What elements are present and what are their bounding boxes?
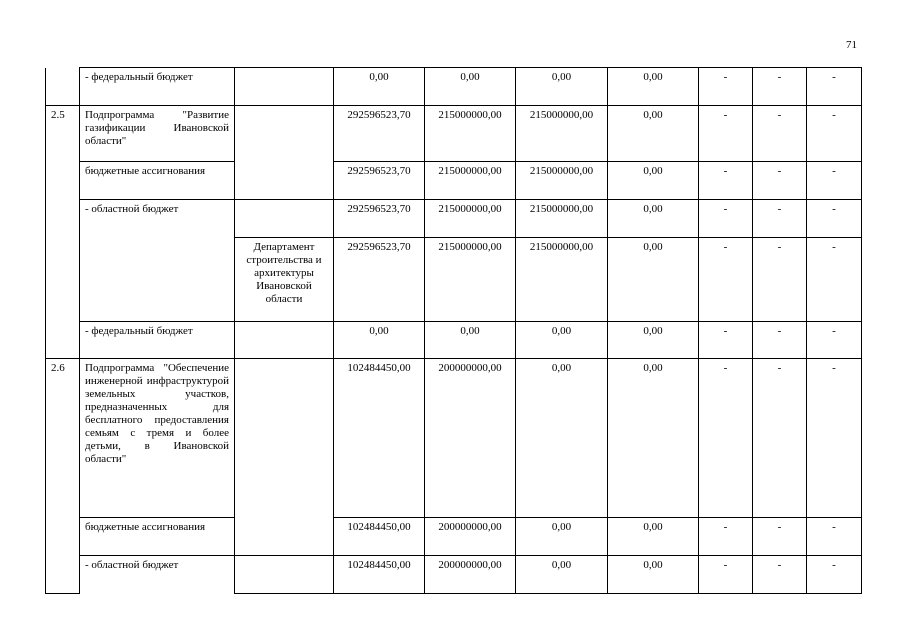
row-dash-cell: - bbox=[753, 359, 807, 518]
row-value-cell: 0,00 bbox=[425, 322, 516, 359]
row-executor-cell bbox=[235, 200, 334, 238]
row-name-cell: - областной бюджет bbox=[80, 556, 235, 594]
row-value-cell: 200000000,00 bbox=[425, 556, 516, 594]
row-dash-cell: - bbox=[699, 106, 753, 162]
row-executor-cell bbox=[235, 106, 334, 162]
row-value-cell: 0,00 bbox=[516, 68, 608, 106]
row-value-cell: 292596523,70 bbox=[334, 200, 425, 238]
row-executor-cell bbox=[235, 556, 334, 594]
row-value-cell: 102484450,00 bbox=[334, 556, 425, 594]
row-dash-cell: - bbox=[699, 322, 753, 359]
row-value-cell: 0,00 bbox=[608, 162, 699, 200]
row-value-cell: 215000000,00 bbox=[425, 162, 516, 200]
table-row bbox=[46, 162, 862, 200]
row-dash-cell: - bbox=[807, 556, 862, 594]
row-index-cell bbox=[46, 518, 80, 556]
row-executor-cell bbox=[235, 359, 334, 518]
row-value-cell: 0,00 bbox=[425, 68, 516, 106]
row-value-cell: 0,00 bbox=[516, 556, 608, 594]
row-dash-cell: - bbox=[699, 359, 753, 518]
row-value-cell: 200000000,00 bbox=[425, 518, 516, 556]
row-value-cell: 0,00 bbox=[608, 238, 699, 322]
table-row bbox=[46, 200, 862, 238]
row-executor-cell bbox=[235, 322, 334, 359]
row-name-cell: Подпрограмма "Развитие газификации Ивановской области" bbox=[80, 106, 235, 162]
row-value-cell: 292596523,70 bbox=[334, 162, 425, 200]
row-dash-cell: - bbox=[807, 106, 862, 162]
row-value-cell: 215000000,00 bbox=[516, 162, 608, 200]
table-row bbox=[46, 322, 862, 359]
row-value-cell: 215000000,00 bbox=[516, 238, 608, 322]
row-value-cell: 102484450,00 bbox=[334, 359, 425, 518]
table-row bbox=[46, 106, 862, 162]
row-dash-cell: - bbox=[807, 518, 862, 556]
row-dash-cell: - bbox=[699, 238, 753, 322]
row-dash-cell: - bbox=[753, 200, 807, 238]
row-value-cell: 215000000,00 bbox=[516, 106, 608, 162]
row-value-cell: 0,00 bbox=[608, 518, 699, 556]
row-index-cell: 2.5 bbox=[46, 106, 80, 162]
row-value-cell: 0,00 bbox=[608, 200, 699, 238]
row-value-cell: 292596523,70 bbox=[334, 238, 425, 322]
row-value-cell: 0,00 bbox=[334, 68, 425, 106]
row-dash-cell: - bbox=[753, 518, 807, 556]
row-value-cell: 215000000,00 bbox=[425, 200, 516, 238]
row-name-cell: Подпрограмма "Обеспечение инженерной инфраструктурой земельных участков, предназначенных для бесплатного предоставления семьям с тремя и более детьми, в Ивановской области" bbox=[80, 359, 235, 518]
row-name-cell: бюджетные ассигнования bbox=[80, 162, 235, 200]
row-executor-cell: Департамент строительства и архитектуры Ивановской области bbox=[235, 238, 334, 322]
row-dash-cell: - bbox=[699, 200, 753, 238]
page-number: 71 bbox=[846, 39, 857, 51]
row-name-cell: - областной бюджет bbox=[80, 200, 235, 238]
row-dash-cell: - bbox=[753, 162, 807, 200]
row-index-cell bbox=[46, 322, 80, 359]
row-value-cell: 0,00 bbox=[516, 359, 608, 518]
row-dash-cell: - bbox=[807, 322, 862, 359]
row-dash-cell: - bbox=[807, 162, 862, 200]
row-index-cell bbox=[46, 68, 80, 106]
row-dash-cell: - bbox=[753, 106, 807, 162]
row-name-cell bbox=[80, 238, 235, 322]
row-value-cell: 0,00 bbox=[608, 359, 699, 518]
table-row bbox=[46, 359, 862, 518]
row-executor-cell bbox=[235, 68, 334, 106]
row-value-cell: 102484450,00 bbox=[334, 518, 425, 556]
row-dash-cell: - bbox=[753, 238, 807, 322]
row-value-cell: 0,00 bbox=[608, 106, 699, 162]
row-dash-cell: - bbox=[699, 518, 753, 556]
row-name-cell: - федеральный бюджет bbox=[80, 322, 235, 359]
table-row bbox=[46, 518, 862, 556]
row-index-cell bbox=[46, 200, 80, 238]
row-dash-cell: - bbox=[699, 556, 753, 594]
row-dash-cell: - bbox=[753, 556, 807, 594]
row-value-cell: 0,00 bbox=[516, 322, 608, 359]
row-executor-cell bbox=[235, 518, 334, 556]
table-row bbox=[46, 556, 862, 594]
row-value-cell: 292596523,70 bbox=[334, 106, 425, 162]
row-dash-cell: - bbox=[753, 322, 807, 359]
row-value-cell: 0,00 bbox=[516, 518, 608, 556]
row-value-cell: 0,00 bbox=[608, 556, 699, 594]
row-index-cell bbox=[46, 238, 80, 322]
row-dash-cell: - bbox=[753, 68, 807, 106]
budget-table bbox=[45, 67, 862, 594]
row-dash-cell: - bbox=[699, 162, 753, 200]
row-value-cell: 0,00 bbox=[608, 322, 699, 359]
row-value-cell: 0,00 bbox=[334, 322, 425, 359]
row-name-cell: - федеральный бюджет bbox=[80, 68, 235, 106]
row-index-cell: 2.6 bbox=[46, 359, 80, 518]
row-value-cell: 215000000,00 bbox=[425, 106, 516, 162]
row-index-cell bbox=[46, 556, 80, 594]
row-name-cell: бюджетные ассигнования bbox=[80, 518, 235, 556]
row-dash-cell: - bbox=[807, 68, 862, 106]
row-index-cell bbox=[46, 162, 80, 200]
row-executor-cell bbox=[235, 162, 334, 200]
row-value-cell: 215000000,00 bbox=[425, 238, 516, 322]
row-value-cell: 215000000,00 bbox=[516, 200, 608, 238]
row-dash-cell: - bbox=[807, 359, 862, 518]
table-row bbox=[46, 238, 862, 322]
row-value-cell: 200000000,00 bbox=[425, 359, 516, 518]
row-dash-cell: - bbox=[807, 238, 862, 322]
row-dash-cell: - bbox=[699, 68, 753, 106]
row-dash-cell: - bbox=[807, 200, 862, 238]
row-value-cell: 0,00 bbox=[608, 68, 699, 106]
table-row bbox=[46, 68, 862, 106]
